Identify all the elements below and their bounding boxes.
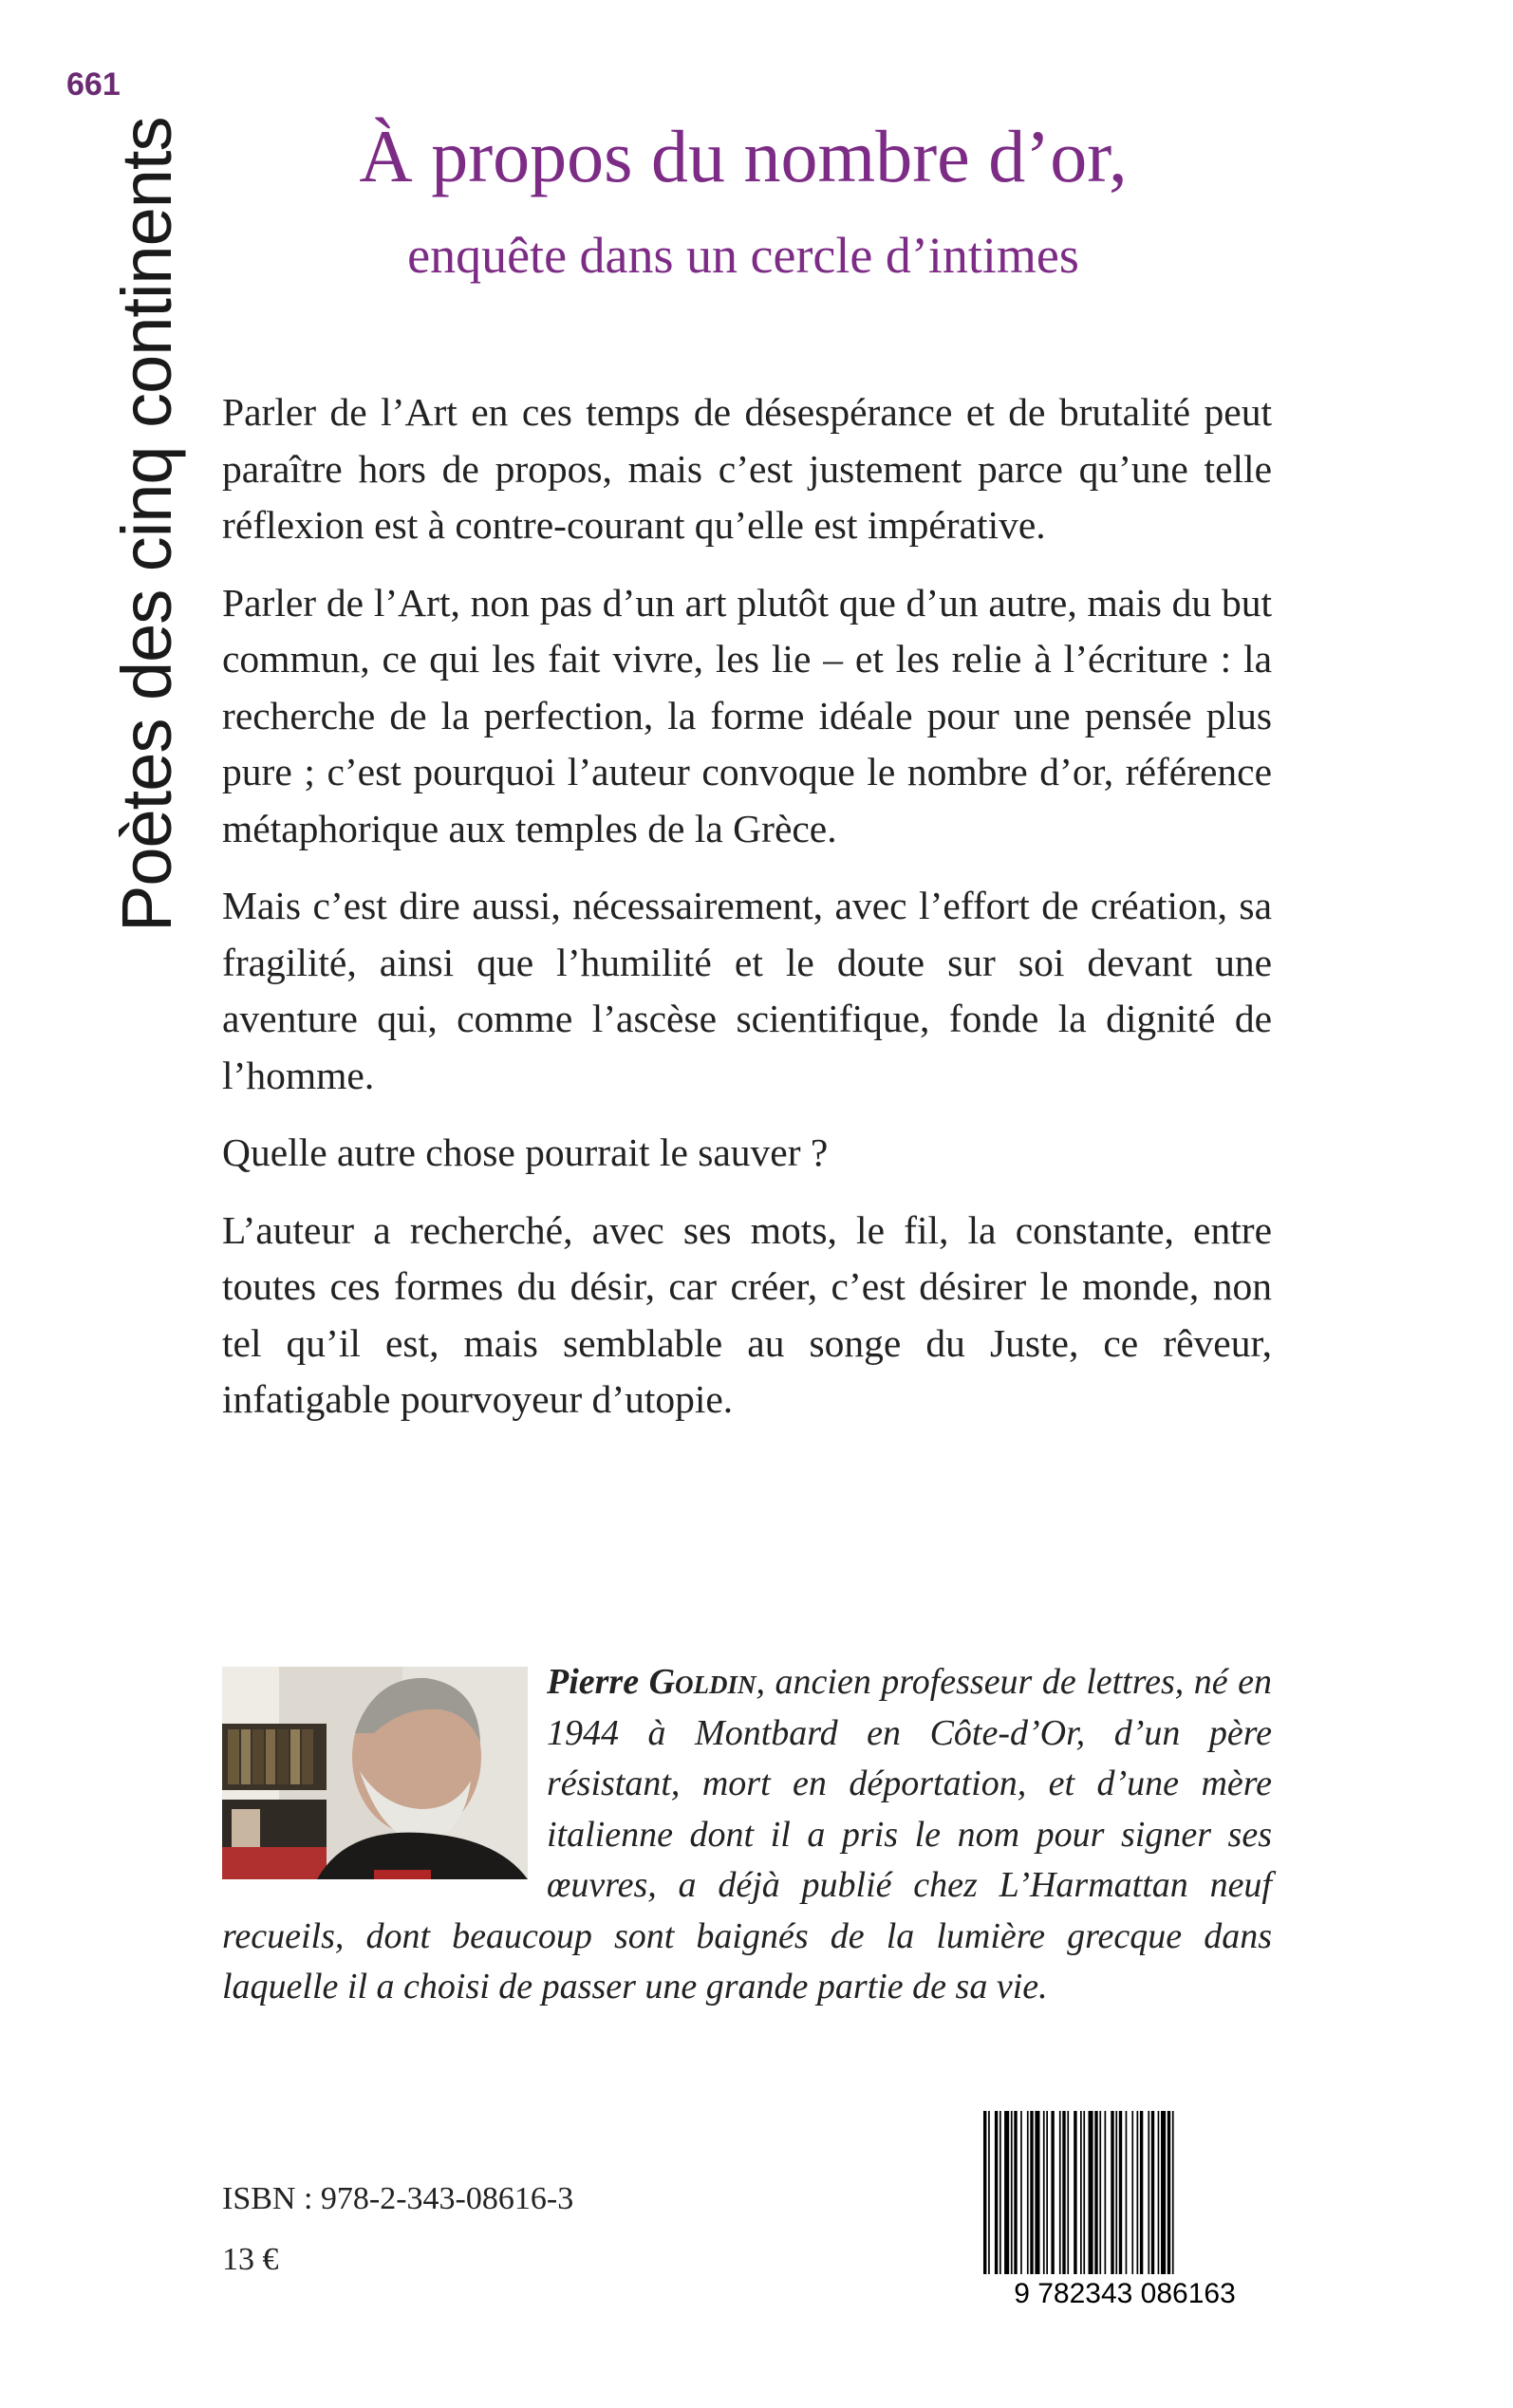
barcode-bar (1004, 2111, 1009, 2274)
barcode-bar (999, 2111, 1001, 2274)
barcode-bar (1014, 2111, 1017, 2274)
barcode-bar (1062, 2111, 1065, 2274)
barcode-bar (1158, 2111, 1160, 2274)
barcode-bar (1059, 2111, 1061, 2274)
barcode-bar (1126, 2111, 1128, 2274)
series-number: 661 (66, 66, 121, 103)
barcode-bar (1051, 2111, 1054, 2274)
barcode-bar (1080, 2111, 1082, 2274)
barcode-bar (1030, 2111, 1033, 2274)
blurb-paragraph: Parler de l’Art, non pas d’un art plutôt que d’un autre, mais du but commun, ce qui les fait vivre, les lie – et les relie à l’écriture : la recherche de la perfection, la forme idéale pour une pensée plus pure ; c’est pourquoi l’auteur convoque le nombre d’or, référence métaphorique aux temples de la Grèce. (222, 580, 1272, 850)
barcode-bar (1089, 2111, 1093, 2274)
barcode-bar (1151, 2111, 1154, 2274)
barcode-bar (1105, 2111, 1107, 2274)
price: 13 € (222, 2242, 279, 2277)
barcode-bar (1137, 2111, 1139, 2274)
barcode-bar (1043, 2111, 1045, 2274)
barcode-bar (1172, 2111, 1174, 2274)
barcode-bar (1131, 2111, 1133, 2274)
isbn: ISBN : 978-2-343-08616-3 (222, 2181, 574, 2216)
barcode-bar (983, 2111, 986, 2274)
barcode-bar (1140, 2111, 1143, 2274)
book-subtitle: enquête dans un cercle d’intimes (407, 227, 1079, 284)
barcode-bar (995, 2111, 998, 2274)
barcode-bar (1111, 2111, 1113, 2274)
blurb-paragraph: L’auteur a recherché, avec ses mots, le fil, la constante, entre toutes ces formes du désir, car créer, c’est désirer le monde, non tel qu’il est, mais semblable au songe du Juste, ce rêveur, infatigable pourvoyeur d’utopie. (222, 1207, 1272, 1421)
barcode-bar (1167, 2111, 1170, 2274)
barcode-bar (1161, 2111, 1166, 2274)
barcode-bar (1074, 2111, 1076, 2274)
barcode-bar (988, 2111, 990, 2274)
series-name: Poètes des cinq continents (107, 117, 186, 932)
blurb-paragraph: Parler de l’Art en ces temps de désespérance et de brutalité peut paraître hors de propos, mais c’est justement parce qu’une telle réflexion est à contre-courant qu’elle est impérative. (222, 390, 1272, 547)
barcode-bar (1020, 2111, 1022, 2274)
barcode-bar (1035, 2111, 1039, 2274)
barcode-bar (1027, 2111, 1029, 2274)
author-bio (222, 1657, 1272, 2013)
barcode (978, 2107, 1272, 2310)
book-title: À propos du nombre d’or, (359, 115, 1128, 197)
barcode-bar (1115, 2111, 1117, 2274)
barcode-graphic (978, 2107, 1272, 2310)
blurb-paragraph: Mais c’est dire aussi, nécessairement, avec l’effort de création, sa fragilité, ainsi que l’humilité et le doute sur soi devant une aventure qui, comme l’ascèse scientifique, fonde la dignité de l’homme. (222, 884, 1272, 1097)
barcode-bar (1011, 2111, 1013, 2274)
blurb-paragraph: Quelle autre chose pourrait le sauver ? (222, 1130, 829, 1174)
barcode-bar (1119, 2111, 1122, 2274)
blurb (222, 384, 1272, 1449)
barcode-bar (1099, 2111, 1101, 2274)
barcode-digits: 9 782343 086163 (1014, 2278, 1236, 2309)
barcode-bar (1046, 2111, 1048, 2274)
author-last-name: Goldin (648, 1662, 756, 1702)
barcode-bar (1094, 2111, 1097, 2274)
barcode-bar (1067, 2111, 1069, 2274)
author-bio-text: , ancien professeur de lettres, né en 1944 à Montbard en Côte-d’Or, d’un père résistant, mort en déportation, et d’une mère italienne dont il a pris le nom pour signer ses œuvres, a déjà publié chez L’Harmattan neuf recueils, dont beaucoup sont baignés de la lumière grecque dans laquelle il a choisi de passer une grande partie de sa vie. (222, 1662, 1272, 2007)
barcode-bar (1148, 2111, 1149, 2274)
author-name: Pierre Goldin (547, 1662, 756, 1702)
barcode-bar (1083, 2111, 1085, 2274)
